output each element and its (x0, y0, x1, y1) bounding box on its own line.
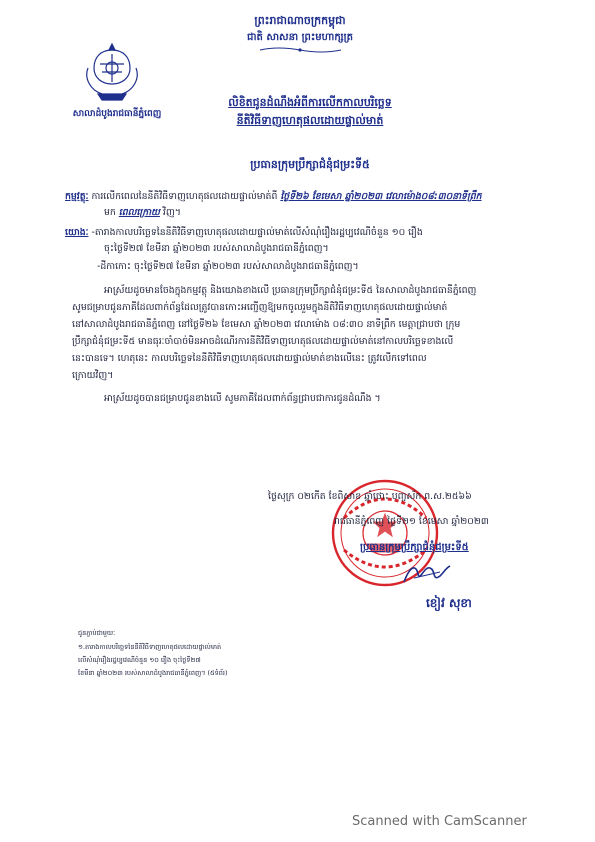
attachment-line-1: ១.តារាងកាលបរិច្ឆេទនៃនីតិវិធីទាញហេតុផលដោយផ្ទាល់មាត់ (78, 643, 222, 651)
subject-new-time: ពេលក្រោយ (118, 207, 160, 218)
body-line-6: ក្រោយវិញ។ (72, 370, 114, 381)
subject-text: ការលើកពេលនៃនីតិវិធីទាញហេតុផលដោយផ្ទាល់មាត់ពី (91, 191, 278, 202)
reference-label: យោងៈ (65, 227, 89, 238)
lunar-date: ថ្ងៃសុក្រ ០២កើត ខែពិសាខ ឆ្នាំថោះ បញ្ចស័ក ព.ស.២៥៦៦ (268, 491, 472, 502)
scanner-watermark: Scanned with CamScanner (352, 814, 527, 829)
body-line-1: អាស្រ័យដូចមានចែងក្នុងកម្មវត្ថុ និងយោងខាងលើ ប្រធានក្រុមប្រឹក្សាជំនុំជម្រះទី៥ នៃសាលាដំបូងរាជធានីភ្នំពេញ (104, 285, 477, 296)
reference-item-1: -តារាងកាលបរិច្ឆេទនៃនីតិវិធីទាញហេតុផលដោយផ្ទាល់មាត់លើសំណុំរឿងរដ្ឋប្បវេណីចំនួន ១០ រឿង (91, 227, 423, 238)
subject-tail: វិញ។ (162, 207, 181, 218)
signer-name: ខៀវ សុខា (426, 596, 472, 610)
court-emblem-icon (80, 38, 144, 104)
notice-title-line-2: នីតិវិធីទាញហេតុផលដោយផ្ទាល់មាត់ (236, 114, 384, 127)
national-motto: ជាតិ សាសនា ព្រះមហាក្សត្រ (247, 32, 353, 43)
notice-title-line-1: លិខិតជូនដំណឹងអំពីការលើកកាលបរិច្ឆេទ (228, 96, 392, 109)
body-line-2: សូមជម្រាបជូនភាគីដែលពាក់ព័ន្ធដែលត្រូវបានកោះអញ្ជើញឱ្យមកចូលរួមក្នុងនីតិវិធីទាញហេតុផលដោយផ្ទាល់មាត់ (72, 302, 448, 313)
attachment-line-2: លើសំណុំរឿងរដ្ឋប្បវេណីចំនួន ១០ រឿង ចុះថ្ងៃទី២៧ (78, 656, 201, 664)
subject-line-2 (104, 206, 181, 220)
kingdom-heading: ព្រះរាជាណាចក្រកម្ពុជា (254, 14, 346, 27)
body-closing: អាស្រ័យដូចបានជម្រាបជូនខាងលើ សូមភាគីដែលពាក់ព័ន្ធជ្រាបជាការជូនដំណឹង ។ (104, 393, 381, 404)
signatory-title: ប្រធានក្រុមប្រឹក្សាជំនុំជម្រះទី៥ (360, 542, 469, 553)
body-line-3: នៅសាលាដំបូងរាជធានីភ្នំពេញ នៅថ្ងៃទី២៦ ខែមេសា ឆ្នាំ២០២៣ វេលាម៉ោង ០៨:៣០ នាទីព្រឹក មេត្តាជ្រាបថា ក្រុម (72, 319, 461, 330)
court-name: សាលាដំបូងរាជធានីភ្នំពេញ (72, 109, 162, 119)
ornament-divider-icon (258, 46, 343, 54)
subject-connector: មក (104, 207, 116, 218)
subject-date-time: ថ្ងៃទី២៦ ខែមេសា ឆ្នាំ២០២៣ វេលាម៉ោង០៨:៣០នាទីព្រឹក (280, 191, 482, 202)
solar-date: រាជធានីភ្នំពេញ ថ្ងៃទី២១ ខែមេសា ឆ្នាំ២០២៣ (334, 516, 489, 527)
reference-item-2: -ដីកាកោះ ចុះថ្ងៃទី២៧ ខែមីនា ឆ្នាំ២០២៣ របស់សាលាដំបូងរាជធានីភ្នំពេញ។ (97, 261, 359, 272)
reference-item-1-cont: ចុះថ្ងៃទី២៧ ខែមីនា ឆ្នាំ២០២៣ របស់សាលាដំបូងរាជធានីភ្នំពេញ។ (104, 243, 329, 254)
attachment-line-3: ខែមីនា ឆ្នាំ២០២៣ របស់សាលាដំបូងរាជធានីភ្នំពេញ។ (៥ទំព័រ) (78, 669, 228, 677)
attachment-label: ជូនភ្ជាប់ជាមួយៈ (78, 629, 116, 637)
body-line-4: ប្រឹក្សាជំនុំជម្រះទី៥ មានធុរៈចាំបាច់មិនអាចដំណើរការនីតិវិធីទាញហេតុផលដោយផ្ទាល់មាត់នៅកាលបរិច្ឆេទខាងលើ (72, 336, 454, 347)
subject-label: កម្មវត្ថុៈ (65, 191, 89, 202)
subject-line-1 (65, 190, 482, 204)
reference-line-1 (65, 226, 423, 240)
body-line-5: នេះបានទេ។ ហេតុនេះ កាលបរិច្ឆេទនៃនីតិវិធីទាញហេតុផលដោយផ្ទាល់មាត់ខាងលើនេះ ត្រូវលើកទៅពេល (72, 353, 427, 364)
recipient-title: ប្រធានក្រុមប្រឹក្សាជំនុំជម្រះទី៥ (250, 158, 370, 171)
handwritten-signature-icon (400, 560, 452, 588)
